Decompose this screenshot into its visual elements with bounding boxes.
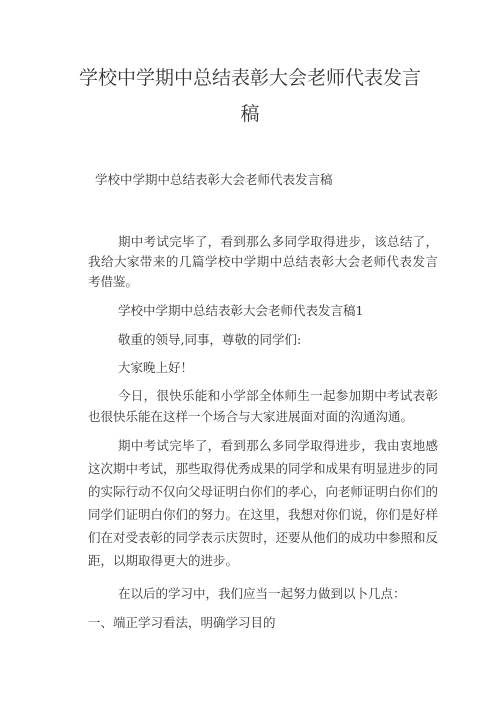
paragraph-line: 同学们证明白你们的努力。在这里，我想对你们说，你们是好样 — [88, 507, 438, 522]
document-subtitle: 学校中学期中总结表彰大会老师代表发言稿 — [95, 172, 333, 187]
paragraph-line: 也很快乐能在这样一个场合与大家进展面对面的沟通沟通。 — [88, 409, 414, 424]
paragraph-line: 期中考试完毕了，看到那么多同学取得进步，我由衷地感 — [118, 438, 438, 453]
document-title-line-2: 稿 — [240, 103, 260, 125]
section-heading: 学校中学期中总结表彰大会老师代表发言稿1 — [118, 303, 364, 318]
paragraph-line: 我给大家带来的几篇学校中学期中总结表彰大会老师代表发言 — [88, 254, 438, 269]
paragraph-line: 今日，很快乐能和小学部全体师生一起参加期中考试表彰 — [118, 388, 438, 403]
document-title-line-1: 学校中学期中总结表彰大会老师代表发言 — [78, 67, 421, 89]
salutation: 敬重的领导,同事，尊敬的同学们: — [118, 332, 302, 347]
paragraph-line: 这次期中考试，那些取得优秀成果的同学和成果有明显进步的同 — [88, 461, 438, 476]
list-item-heading: 一、端正学习看法，明确学习目的 — [88, 615, 276, 630]
paragraph-line: 们在对受表彰的同学表示庆贺时，还要从他们的成功中参照和反 — [88, 530, 438, 545]
greeting: 大家晚上好！ — [118, 360, 194, 375]
paragraph-line: 期中考试完毕了，看到那么多同学取得进步，该总结了， — [118, 234, 438, 249]
paragraph-line: 的实际行动不仅向父母证明白你们的孝心，向老师证明白你们的 — [88, 484, 438, 499]
paragraph-line: 考借鉴。 — [88, 274, 139, 289]
paragraph-line: 距，以期取得更大的进步。 — [88, 553, 239, 568]
paragraph-line: 在以后的学习中，我们应当一起努力做到以卜几点： — [118, 586, 406, 601]
